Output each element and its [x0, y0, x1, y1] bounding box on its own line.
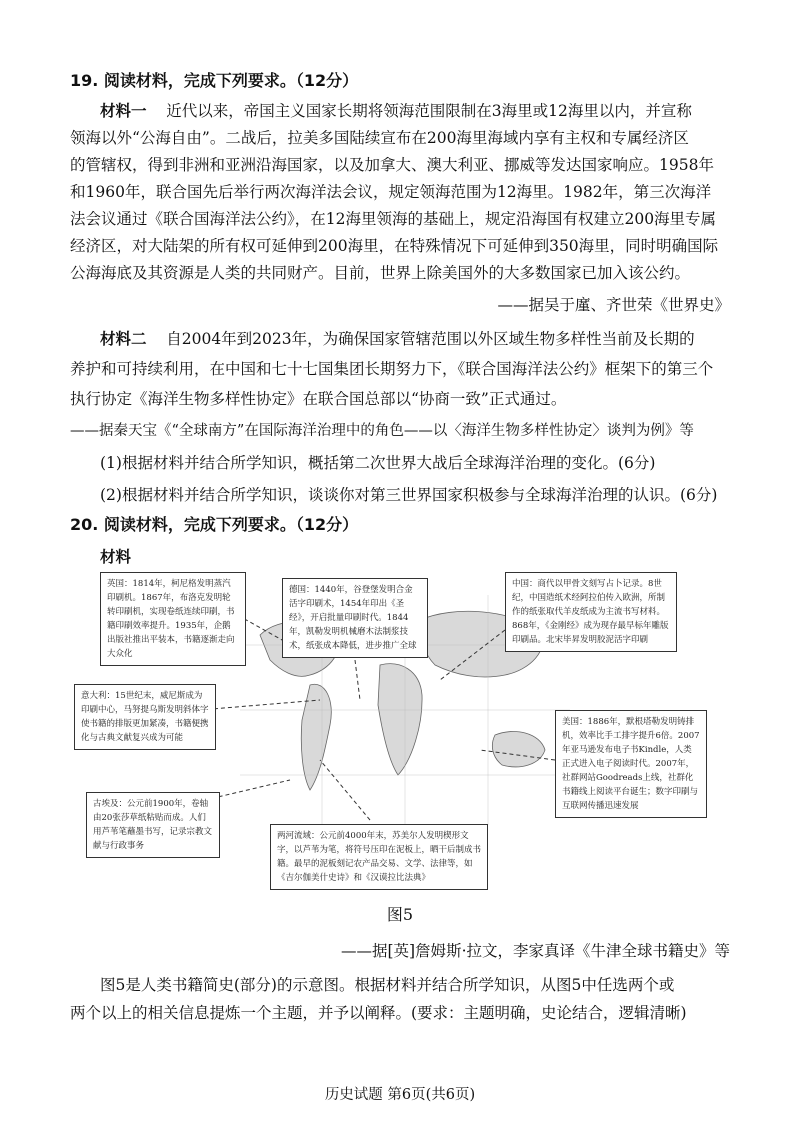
- q19-m1-line-7: 公海海底及其资源是人类的共同财产。目前，世界上除美国外的大多数国家已加入该公约。: [70, 264, 691, 282]
- q20-prompt-1: 图5是人类书籍简史(部分)的示意图。根据材料并结合所学知识，从图5中任选两个或: [100, 976, 675, 994]
- page-footer: 历史试题 第6页(共6页): [324, 1087, 476, 1103]
- note-germany: 德国：1440年，谷登堡发明合金活字印刷术，1454年印出《圣经》，开启批量印刷时代。1844年，凯勒发明机械磨木法制浆技术，纸张成本降低，进步推广全球: [282, 578, 428, 658]
- q19-m1-line-2: 领海以外“公海自由”。二战后，拉美多国陆续宣布在200海里海域内享有主权和专属经济区: [70, 129, 689, 147]
- q19-m2-line-3: 执行协定《海洋生物多样性协定》在联合国总部以“协商一致”正式通过。: [70, 390, 567, 408]
- q19-m2-source: ——据秦天宝《“全球南方”在国际海洋治理中的角色——以〈海洋生物多样性协定〉谈判为例》等: [70, 423, 694, 439]
- q20-title-text: 20. 阅读材料，完成下列要求。（12分）: [70, 515, 359, 534]
- note-italy: 意大利：15世纪末，威尼斯成为印刷中心，马努提乌斯发明斜体字使书籍的排版更加紧凑，书籍便携化与古典文献复兴成为可能: [74, 684, 216, 750]
- q20-material-label: 材料: [100, 547, 132, 566]
- q19-m1-source: ——据吴于廑、齐世荣《世界史》: [497, 296, 730, 314]
- q19-m1-line-6: 经济区，对大陆架的所有权可延伸到200海里，在特殊情况下可延伸到350海里，同时明确国际: [70, 237, 719, 255]
- q19-m1-label: 材料一: [100, 101, 147, 120]
- note-egypt: 古埃及：公元前1900年，卷轴由20张莎草纸粘贴而成。人们用芦苇笔蘸墨书写，记录宗教文献与行政事务: [86, 792, 220, 858]
- note-mesopotamia: 两河流域：公元前4000年末，苏美尔人发明楔形文字，以芦苇为笔，将符号压印在泥板上，晒干后制成书籍。最早的泥板刻记农产品交易、文学、法律等，如《吉尔伽美什史诗》和《汉谟拉比法典》: [270, 824, 488, 890]
- q20-prompt-2: 两个以上的相关信息提炼一个主题，并予以阐释。(要求：主题明确，史论结合，逻辑清晰): [70, 1004, 687, 1022]
- q20-title: [70, 512, 730, 538]
- q19-task-1: (1)根据材料并结合所学知识，概括第二次世界大战后全球海洋治理的变化。(6分): [100, 454, 656, 472]
- q19-m1-line-4: 和1960年，联合国先后举行两次海洋法会议，规定领海范围为12海里。1982年，第三次海洋: [70, 183, 712, 201]
- q19-m1-line-1: [100, 98, 730, 124]
- q19-m2-text-1: 自2004年到2023年，为确保国家管辖范围以外区域生物多样性当前及长期的: [166, 330, 695, 348]
- note-usa: 美国：1886年，默根塔勒发明铸排机，效率比手工排字提升6倍。2007年亚马逊发布电子书Kindle，人类正式进入电子阅读时代。2007年，社群网站Goodreads上线，社群化书籍线上阅读平台诞生；数字印刷与互联网传播迅速发展: [555, 710, 707, 818]
- q19-m2-line-2: 养护和可持续利用，在中国和七十七国集团长期努力下，《联合国海洋法公约》框架下的第三个: [70, 360, 714, 378]
- figure-caption: 图5: [386, 905, 414, 924]
- q20-source: ——据[英]詹姆斯·拉文，李家真译《牛津全球书籍史》等: [340, 942, 730, 960]
- q19-m1-line-3: 的管辖权，得到非洲和亚洲沿海国家，以及加拿大、澳大利亚、挪威等发达国家响应。1958年: [70, 156, 714, 174]
- q19-m1-text-1: 近代以来，帝国主义国家长期将领海范围限制在3海里或12海里以内，并宣称: [166, 102, 692, 120]
- q19-m1-line-5: 法会议通过《联合国海洋法公约》，在12海里领海的基础上，规定沿海国有权建立200海里专属: [70, 210, 717, 228]
- q19-title-text: 19. 阅读材料，完成下列要求。（12分）: [70, 71, 359, 90]
- q19-m2-label: 材料二: [100, 329, 147, 348]
- note-china: 中国：商代以甲骨文刻写占卜记录。8世纪，中国造纸术经阿拉伯传入欧洲，所制作的纸张取代羊皮纸成为主流书写材料。868年，《金刚经》成为现存最早标年雕版印刷品。北宋毕昇发明胶泥活字印刷: [505, 572, 677, 652]
- q19-task-2: (2)根据材料并结合所学知识，谈谈你对第三世界国家积极参与全球海洋治理的认识。(6分): [100, 486, 718, 504]
- q19-m2-line-1: [100, 326, 730, 352]
- note-uk: 英国：1814年，柯尼格发明蒸汽印刷机。1867年，布洛克发明轮转印刷机，实现卷纸连续印刷，书籍印刷效率提升。1935年，企鹅出版社推出平装本，书籍逐渐走向大众化: [100, 572, 246, 666]
- q19-title: [70, 68, 730, 94]
